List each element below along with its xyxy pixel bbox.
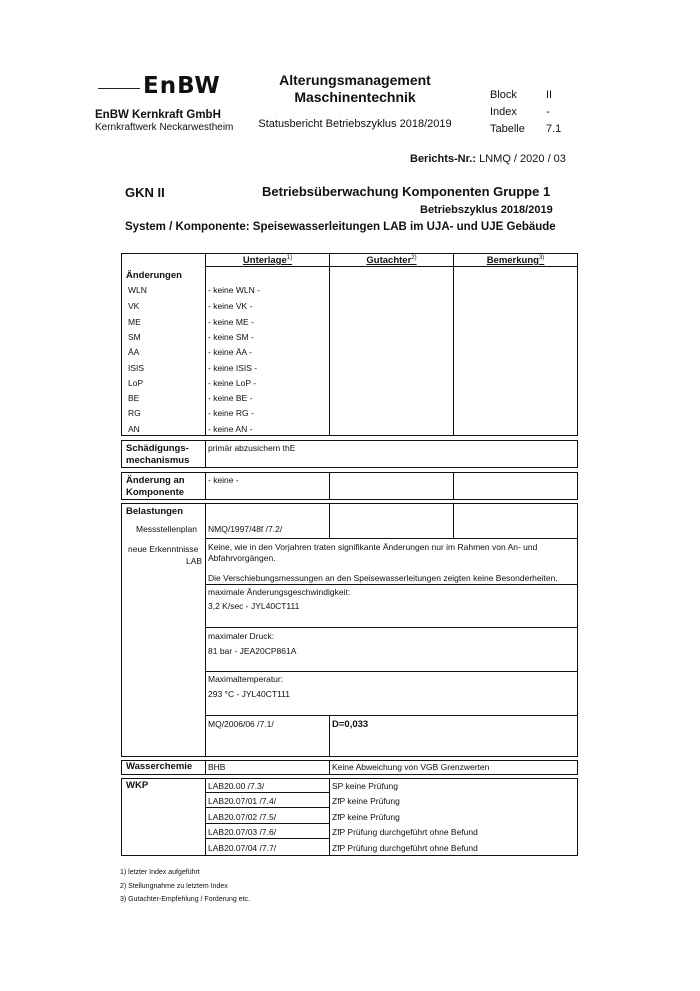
aenderung-code: SM <box>128 332 141 342</box>
company-name: EnBW Kernkraft GmbH <box>95 109 221 121</box>
divider <box>205 807 329 808</box>
aenderung-code: ME <box>128 317 141 327</box>
divider <box>205 504 206 756</box>
column-header-gutachter-text: Gutachter <box>366 255 412 267</box>
aenderung-value: - keine ÄA - <box>208 347 252 357</box>
aenderungen-label: Änderungen <box>126 270 182 281</box>
index-value: - <box>546 106 550 118</box>
wasserchemie-label: Wasserchemie <box>126 761 193 772</box>
wasserchemie-unterlage: BHB <box>208 762 226 772</box>
aenderung-code: WLN <box>128 285 147 295</box>
wkp-label: WKP <box>126 780 149 791</box>
wkp-result: ZfP keine Prüfung <box>332 796 400 806</box>
divider <box>453 473 454 499</box>
neue-erkenntnisse-line2: Abfahrvorgängen. <box>208 553 276 563</box>
messstellenplan-label: Messstellenplan <box>136 524 197 534</box>
footnote-3: 3) Gutachter-Empfehlung / Forderung etc. <box>120 896 250 903</box>
wkp-result: ZfP keine Prüfung <box>332 812 400 822</box>
company-logo: EnBW <box>143 73 221 99</box>
aenderung-value: - keine BE - <box>208 393 253 403</box>
column-header-bemerkung-text: Bemerkung <box>486 255 539 267</box>
report-number-value: LNMQ / 2020 / 03 <box>479 153 566 165</box>
divider <box>205 254 206 435</box>
max-aenderung-value: 3,2 K/sec - JYL40CT111 <box>208 601 300 611</box>
max-aenderung-label: maximale Änderungsgeschwindigkeit: <box>208 587 351 597</box>
max-druck-value: 81 bar - JEA20CP861A <box>208 646 297 656</box>
aenderung-code: LoP <box>128 378 144 388</box>
aenderung-value: - keine AN - <box>208 424 253 434</box>
aenderung-komponente-box <box>121 472 578 500</box>
aenderung-value: - keine SM - <box>208 332 254 342</box>
max-temp-value: 293 °C - JYL40CT111 <box>208 689 290 699</box>
schaedigung-label-1: Schädigungs- <box>126 443 189 454</box>
divider <box>205 715 577 716</box>
divider <box>205 538 577 539</box>
wkp-result: ZfP Prüfung durchgeführt ohne Befund <box>332 827 478 837</box>
column-header-unterlage-text: Unterlage <box>242 255 287 267</box>
divider <box>205 671 577 672</box>
aenderung-komponente-label-1: Änderung an <box>126 475 185 486</box>
aenderung-value: - keine LoP - <box>208 378 257 388</box>
divider <box>329 715 330 756</box>
wkp-ref: LAB20.07/03 /7.6/ <box>208 827 277 837</box>
wkp-ref: LAB20.00 /7.3/ <box>208 781 265 791</box>
header-status: Statusbericht Betriebszyklus 2018/2019 <box>258 118 452 130</box>
divider <box>329 761 330 774</box>
aenderung-value: - keine VK - <box>208 301 253 311</box>
aenderung-code: ÄA <box>128 347 140 357</box>
schaedigung-label-2: mechanismus <box>126 455 190 466</box>
report-number-label: Berichts-Nr.: <box>410 153 477 165</box>
divider <box>205 473 206 499</box>
divider <box>205 779 206 855</box>
messstellenplan-value: NMQ/1997/48f /7.2/ <box>208 524 283 534</box>
divider <box>205 761 206 774</box>
column-header-unterlage <box>206 255 329 266</box>
system-title: System / Komponente: Speisewasserleitungen LAB im UJA- und UJE Gebäude <box>125 221 556 233</box>
neue-erkenntnisse-line1: Keine, wie in den Vorjahren traten signifikante Änderungen nur im Rahmen von An- und <box>208 542 538 552</box>
cycle-title: Betriebszyklus 2018/2019 <box>420 204 553 216</box>
header-title-line1: Alterungsmanagement <box>279 72 431 88</box>
divider <box>329 254 330 435</box>
aenderung-value: - keine RG - <box>208 408 254 418</box>
divider <box>205 792 329 793</box>
neue-erkenntnisse-label-2: LAB <box>186 556 203 566</box>
d-value: D=0,033 <box>332 719 369 730</box>
block-label: Block <box>490 89 517 101</box>
mq-reference: MQ/2006/06 /7.1/ <box>208 719 274 729</box>
tabelle-value: 7.1 <box>546 123 562 135</box>
belastungen-label: Belastungen <box>126 506 184 517</box>
footnote-ref: 2) <box>411 255 417 261</box>
schaedigung-value: primär abzusichern thE <box>208 443 296 453</box>
max-temp-label: Maximaltemperatur: <box>208 674 284 684</box>
schaedigung-box <box>121 440 578 468</box>
divider <box>329 504 330 538</box>
aenderung-value: - keine ME - <box>208 317 254 327</box>
wasserchemie-bemerkung: Keine Abweichung von VGB Grenzwerten <box>332 762 490 772</box>
aenderung-value: - keine WLN - <box>208 285 260 295</box>
column-header-gutachter <box>330 255 453 266</box>
neue-erkenntnisse-line3: Die Verschiebungsmessungen an den Speisewasserleitungen zeigten keine Besonderheiten. <box>208 573 558 583</box>
divider <box>205 823 329 824</box>
wkp-ref: LAB20.07/02 /7.5/ <box>208 812 277 822</box>
divider <box>205 838 329 839</box>
divider <box>453 504 454 538</box>
footnote-ref: 1) <box>286 255 293 261</box>
aenderung-code: AN <box>128 424 140 434</box>
neue-erkenntnisse-label-1: neue Erkenntnisse <box>128 544 199 554</box>
column-header-bemerkung <box>454 255 577 266</box>
divider <box>329 779 330 855</box>
wkp-ref: LAB20.07/04 /7.7/ <box>208 843 277 853</box>
divider <box>205 441 206 467</box>
wkp-result: ZfP Prüfung durchgeführt ohne Befund <box>332 843 478 853</box>
footnote-2: 2) Stellungnahme zu letztem Index <box>120 883 228 890</box>
footnote-1: 1) letzter Index aufgeführt <box>120 869 200 876</box>
plant-name: Kernkraftwerk Neckarwestheim <box>95 122 234 133</box>
aenderung-code: BE <box>128 393 140 403</box>
report-number <box>410 153 566 165</box>
aenderung-komponente-value: - keine - <box>208 475 239 485</box>
aenderung-code: VK <box>128 301 140 311</box>
logo-line <box>98 88 140 89</box>
index-label: Index <box>490 106 517 118</box>
main-title: Betriebsüberwachung Komponenten Gruppe 1 <box>262 184 551 199</box>
divider <box>205 584 577 585</box>
divider <box>453 254 454 435</box>
wkp-ref: LAB20.07/01 /7.4/ <box>208 796 277 806</box>
footnote-ref: 3) <box>538 255 545 261</box>
header-title-line2: Maschinentechnik <box>294 89 416 105</box>
max-druck-label: maximaler Druck: <box>208 631 275 641</box>
aenderungen-box <box>121 253 578 436</box>
wkp-result: SP keine Prüfung <box>332 781 398 791</box>
divider <box>205 627 577 628</box>
aenderung-code: ISIS <box>128 363 145 373</box>
block-value: II <box>546 89 553 101</box>
aenderung-value: - keine ISIS - <box>208 363 258 373</box>
unit-title: GKN II <box>125 185 165 200</box>
aenderung-komponente-label-2: Komponente <box>126 487 185 498</box>
tabelle-label: Tabelle <box>490 123 525 135</box>
aenderung-code: RG <box>128 408 141 418</box>
divider <box>329 473 330 499</box>
